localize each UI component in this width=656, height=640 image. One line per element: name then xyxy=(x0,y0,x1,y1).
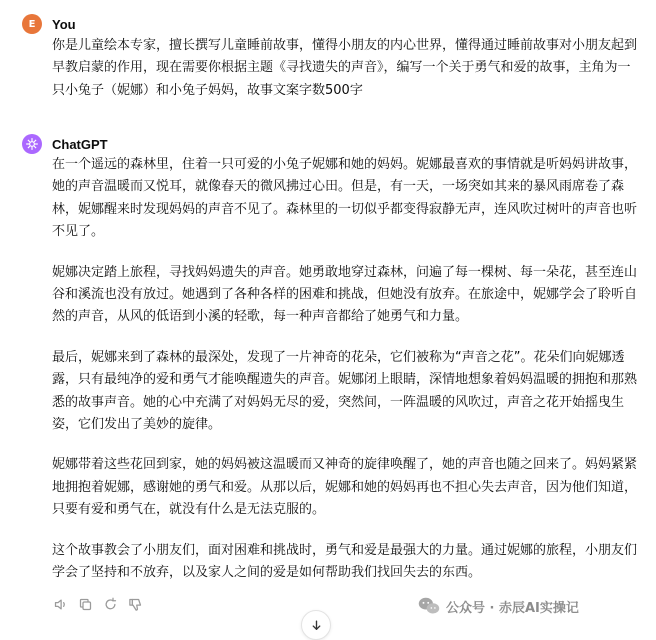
user-message xyxy=(22,14,642,102)
arrow-down-icon xyxy=(310,619,323,632)
user-avatar xyxy=(22,14,42,34)
copy-icon[interactable] xyxy=(77,596,94,613)
story-paragraph: 在一个遥远的森林里，住着一只可爱的小兔子妮娜和她的妈妈。妮娜最喜欢的事情就是听妈妈讲故事，她的声音温暖而又悦耳，就像春天的微风拂过心田。但是，有一天，一场突如其来的暴风雨席卷了森林，妮娜醒来时发现妈妈的声音不见了。森林里的一切似乎都变得寂静无声，连风吹过树叶的声音也听不见了。 xyxy=(52,157,638,240)
assistant-message xyxy=(22,134,642,585)
watermark xyxy=(418,596,579,616)
assistant-message-text xyxy=(52,154,642,585)
assistant-author-name: ChatGPT xyxy=(52,136,108,152)
story-paragraph: 妮娜决定踏上旅程，寻找妈妈遗失的声音。她勇敢地穿过森林，问遍了每一棵树、每一朵花，甚至连山谷和溪流也没有放过。她遇到了各种各样的困难和挑战，但她没有放弃。在旅途中，妮娜学会了聆听自然的声音，从风的低语到小溪的轻歌，每一种声音都给了她勇气和力量。 xyxy=(52,264,638,325)
thumbs-down-icon[interactable] xyxy=(127,596,144,613)
assistant-message-header xyxy=(22,134,642,154)
message-actions xyxy=(52,596,144,613)
speaker-icon[interactable] xyxy=(52,596,69,613)
wechat-icon xyxy=(418,596,440,616)
user-author-name: You xyxy=(52,16,76,32)
story-paragraph: 这个故事教会了小朋友们，面对困难和挑战时，勇气和爱是最强大的力量。通过妮娜的旅程，小朋友们学会了坚持和不放弃，以及家人之间的爱是如何帮助我们找回失去的东西。 xyxy=(52,542,638,581)
user-message-header xyxy=(22,14,642,34)
user-message-text: 你是儿童绘本专家，擅长撰写儿童睡前故事，懂得小朋友的内心世界，懂得通过睡前故事对小朋友起到早教启蒙的作用，现在需要你根据主题《寻找遗失的声音》，编写一个关于勇气和爱的故事，主角为一只小兔子（妮娜）和小兔子妈妈，故事文案字数500字 xyxy=(52,38,638,98)
story-paragraph: 最后，妮娜来到了森林的最深处，发现了一片神奇的花朵，它们被称为“声音之花”。花朵们向妮娜透露，只有最纯净的爱和勇气才能唤醒遗失的声音。妮娜闭上眼睛，深情地想象着妈妈温暖的拥抱和那熟悉的故事声音。她的心中充满了对妈妈无尽的爱，突然间，一阵温暖的风吹过，声音之花开始摇曳生姿，它们发出了美妙的旋律。 xyxy=(52,349,638,433)
scroll-to-bottom-button[interactable] xyxy=(301,610,331,640)
user-avatar-initial: E xyxy=(28,18,36,30)
watermark-text: 公众号 · 赤辰AI实操记 xyxy=(446,600,579,616)
story-paragraph: 妮娜带着这些花回到家，她的妈妈被这温暖而又神奇的旋律唤醒了，她的声音也随之回来了。妈妈紧紧地拥抱着妮娜，感谢她的勇气和爱。从那以后，妮娜和她的妈妈再也不担心失去声音，因为他们知道，只要有爱和勇气在，就没有什么是无法克服的。 xyxy=(52,457,638,518)
chatgpt-logo-icon xyxy=(22,134,42,154)
regenerate-icon[interactable] xyxy=(102,596,119,613)
